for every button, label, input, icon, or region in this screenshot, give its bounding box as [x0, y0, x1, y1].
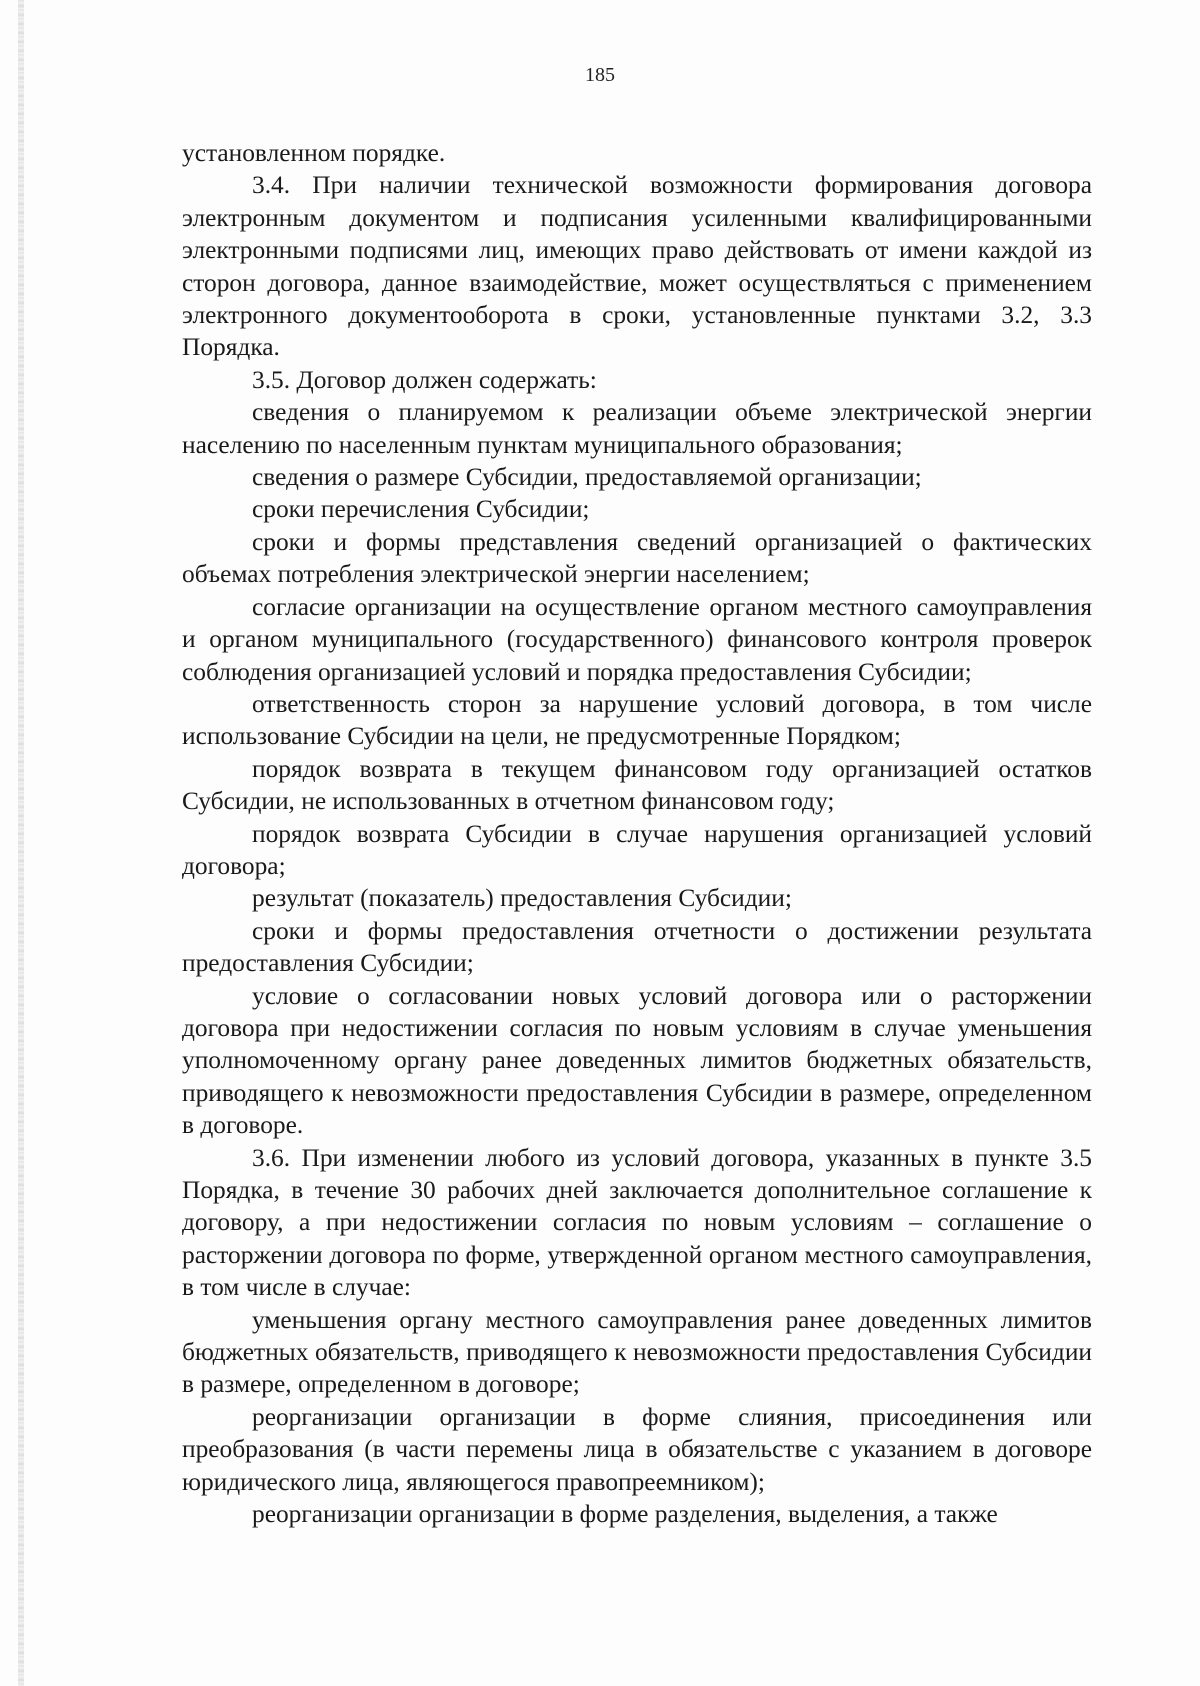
paragraph: сроки и формы предоставления отчетности о достижении результата предоставления Субсидии;	[182, 916, 1092, 978]
page-number: 185	[585, 64, 615, 86]
paragraph: сведения о планируемом к реализации объеме электрической энергии населению по населенным пунктам муниципального образования;	[182, 398, 1092, 459]
scan-edge-artifact	[18, 0, 24, 1686]
paragraph: порядок возврата в текущем финансовом году организацией остатков Субсидии, не использованных в отчетном финансовом году;	[182, 754, 1092, 816]
paragraph: реорганизации организации в форме слияния, присоединения или преобразования (в части перемены лица в обязательстве с указанием в договоре юридического лица, являющегося правопреемником);	[182, 1402, 1092, 1496]
paragraph: реорганизации организации в форме разделения, выделения, а также	[252, 1500, 998, 1529]
paragraph: согласие организации на осуществление органом местного самоуправления и органом муниципального (государственного) финансового контроля проверок соблюдения организацией условий и порядка предоставления Субсидии;	[182, 592, 1092, 686]
paragraph: сроки перечисления Субсидии;	[252, 495, 590, 524]
paragraph: сведения о размере Субсидии, предоставляемой организации;	[252, 463, 922, 492]
paragraph: 3.4. При наличии технической возможности формирования договора электронным документом и подписания усиленными квалифицированными электронными подписями лиц, имеющих право действовать от имени каждой из сторон договора, данное взаимодействие, может осуществляться с применением электронного документооборота в сроки, установленные пунктами 3.2, 3.3 Порядка.	[182, 171, 1092, 362]
paragraph: порядок возврата Субсидии в случае нарушения организацией условий договора;	[182, 819, 1092, 880]
paragraph: 3.6. При изменении любого из условий договора, указанных в пункте 3.5 Порядка, в течение 30 рабочих дней заключается дополнительное соглашение к договору, а при недостижении согласия по новым условиям – соглашение о расторжении договора по форме, утвержденной органом местного самоуправления, в том числе в случае:	[182, 1143, 1092, 1302]
paragraph: установленном порядке.	[182, 139, 446, 167]
paragraph: условие о согласовании новых условий договора или о расторжении договора при недостижении согласия по новым условиям в случае уменьшения уполномоченному органу ранее доведенных лимитов бюджетных обязательств, приводящего к невозможности предоставления Субсидии в размере, определенном в договоре.	[182, 981, 1092, 1140]
paragraph: результат (показатель) предоставления Субсидии;	[252, 884, 792, 913]
paragraph: 3.5. Договор должен содержать:	[252, 365, 597, 394]
paragraph: уменьшения органу местного самоуправления ранее доведенных лимитов бюджетных обязательств, приводящего к невозможности предоставления Субсидии в размере, определенном в договоре;	[182, 1305, 1092, 1399]
paragraph: ответственность сторон за нарушение условий договора, в том числе использование Субсидии на цели, не предусмотренные Порядком;	[182, 689, 1092, 751]
paragraph: сроки и формы представления сведений организацией о фактических объемах потребления электрической энергии населением;	[182, 527, 1092, 589]
document-body	[182, 137, 1092, 1530]
